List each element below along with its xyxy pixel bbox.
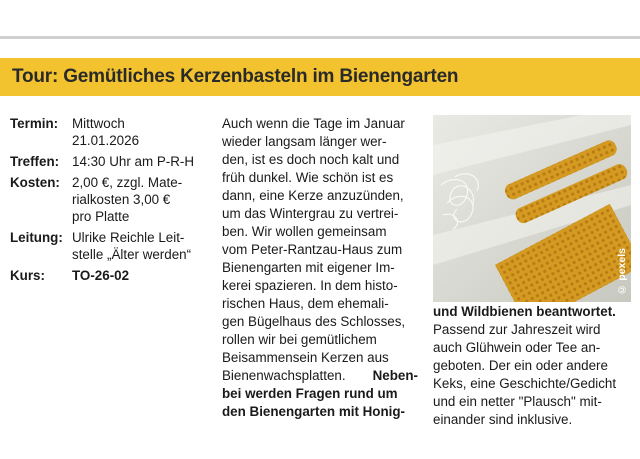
text-line xyxy=(222,133,418,151)
text-line-content: Bienenwachsplatten. xyxy=(222,368,346,383)
beeswax-candles-image xyxy=(433,115,631,302)
text-line xyxy=(433,303,631,321)
text-line-content: Auch wenn die Tage im Januar xyxy=(222,116,405,131)
text-line-content: einander sind inklusive. xyxy=(433,412,573,427)
fact-line: pro Platte xyxy=(72,209,130,224)
fact-label: Kosten: xyxy=(10,175,60,190)
text-line-content: auch Glühwein oder Tee an- xyxy=(433,340,601,355)
text-line xyxy=(433,357,631,375)
text-line-content: Bienengarten mit eigener Im- xyxy=(222,260,395,275)
text-line xyxy=(433,339,631,357)
text-line xyxy=(222,385,418,403)
fact-label: Termin: xyxy=(10,116,59,131)
text-line-content: bei werden Fragen rund um xyxy=(222,386,398,401)
fact-line: 14:30 Uhr am P-R-H xyxy=(72,154,195,169)
fact-line: stelle „Älter werden“ xyxy=(72,247,192,262)
fact-kosten xyxy=(10,174,215,225)
text-line-content: vom Peter-Rantzau-Haus zum xyxy=(222,242,403,257)
text-line-content: und Wildbienen beantwortet. xyxy=(433,304,616,319)
text-line xyxy=(222,349,418,367)
fact-line: Mittwoch xyxy=(72,116,125,131)
text-line xyxy=(222,241,418,259)
event-facts xyxy=(10,115,215,288)
text-line xyxy=(222,277,418,295)
text-line-content: Passend zur Jahreszeit wird xyxy=(433,322,601,337)
text-line xyxy=(222,259,418,277)
text-line-content: Neben- xyxy=(372,368,418,383)
top-divider xyxy=(0,36,640,39)
text-line xyxy=(222,205,418,223)
text-line xyxy=(433,393,631,411)
text-line-content: früh dunkel. Wie schön ist es xyxy=(222,170,394,185)
fact-line: 2,00 €, zzgl. Mate- xyxy=(72,175,183,190)
text-line-content: geboten. Der ein oder andere xyxy=(433,358,608,373)
text-line-content: um das Wintergrau zu vertrei- xyxy=(222,206,399,221)
body-text-column-2 xyxy=(433,303,631,429)
text-line xyxy=(222,151,418,169)
fact-label: Leitung: xyxy=(10,230,63,245)
text-line-content: Keks, eine Geschichte/Gedicht xyxy=(433,376,617,391)
text-line xyxy=(222,331,418,349)
text-line-content: rollen wir bei gemütlichem xyxy=(222,332,377,347)
text-line xyxy=(222,223,418,241)
fact-line: Ulrike Reichle Leit- xyxy=(72,230,185,245)
text-line xyxy=(433,321,631,339)
text-line-content: und ein netter "Plausch" mit- xyxy=(433,394,602,409)
fact-line: TO-26-02 xyxy=(72,268,130,283)
text-line xyxy=(433,375,631,393)
fact-leitung xyxy=(10,229,215,263)
fact-value xyxy=(72,229,215,263)
fact-value xyxy=(72,174,215,225)
text-line-content: dann, eine Kerze anzuzünden, xyxy=(222,188,404,203)
text-line xyxy=(222,295,418,313)
text-line-content: gen Bügelhaus des Schlosses, xyxy=(222,314,406,329)
fact-line: 21.01.2026 xyxy=(72,133,140,148)
text-line-content: ben. Wir wollen gemeinsam xyxy=(222,224,387,239)
fact-value xyxy=(72,267,215,284)
fact-termin xyxy=(10,115,215,149)
text-line-content: wieder langsam länger wer- xyxy=(222,134,387,149)
fact-line: rialkosten 3,00 € xyxy=(72,192,171,207)
text-line xyxy=(222,187,418,205)
fact-treffen xyxy=(10,153,215,170)
text-line xyxy=(222,403,418,421)
text-line-content: kerei spazieren. In dem histo- xyxy=(222,278,398,293)
text-line xyxy=(222,115,418,133)
candle-photo xyxy=(433,115,631,302)
fact-kurs xyxy=(10,267,215,284)
text-line xyxy=(433,411,631,429)
text-line xyxy=(222,169,418,187)
text-line-content: den Bienengarten mit Honig- xyxy=(222,404,406,419)
text-line xyxy=(222,367,418,385)
fact-value xyxy=(72,115,215,149)
text-line-content: rischen Haus, dem ehemali- xyxy=(222,296,389,311)
text-line-content: den, ist es doch noch kalt und xyxy=(222,152,400,167)
photo-credit: © pexels xyxy=(616,248,628,296)
fact-value xyxy=(72,153,215,170)
fact-label: Kurs: xyxy=(10,268,45,283)
fact-label: Treffen: xyxy=(10,154,60,169)
title-banner xyxy=(0,56,640,96)
text-line xyxy=(222,313,418,331)
body-text-column-1 xyxy=(222,115,418,421)
text-line-content: Beisammensein Kerzen aus xyxy=(222,350,389,365)
page-title: Tour: Gemütliches Kerzenbasteln im Bienengarten xyxy=(12,66,459,87)
